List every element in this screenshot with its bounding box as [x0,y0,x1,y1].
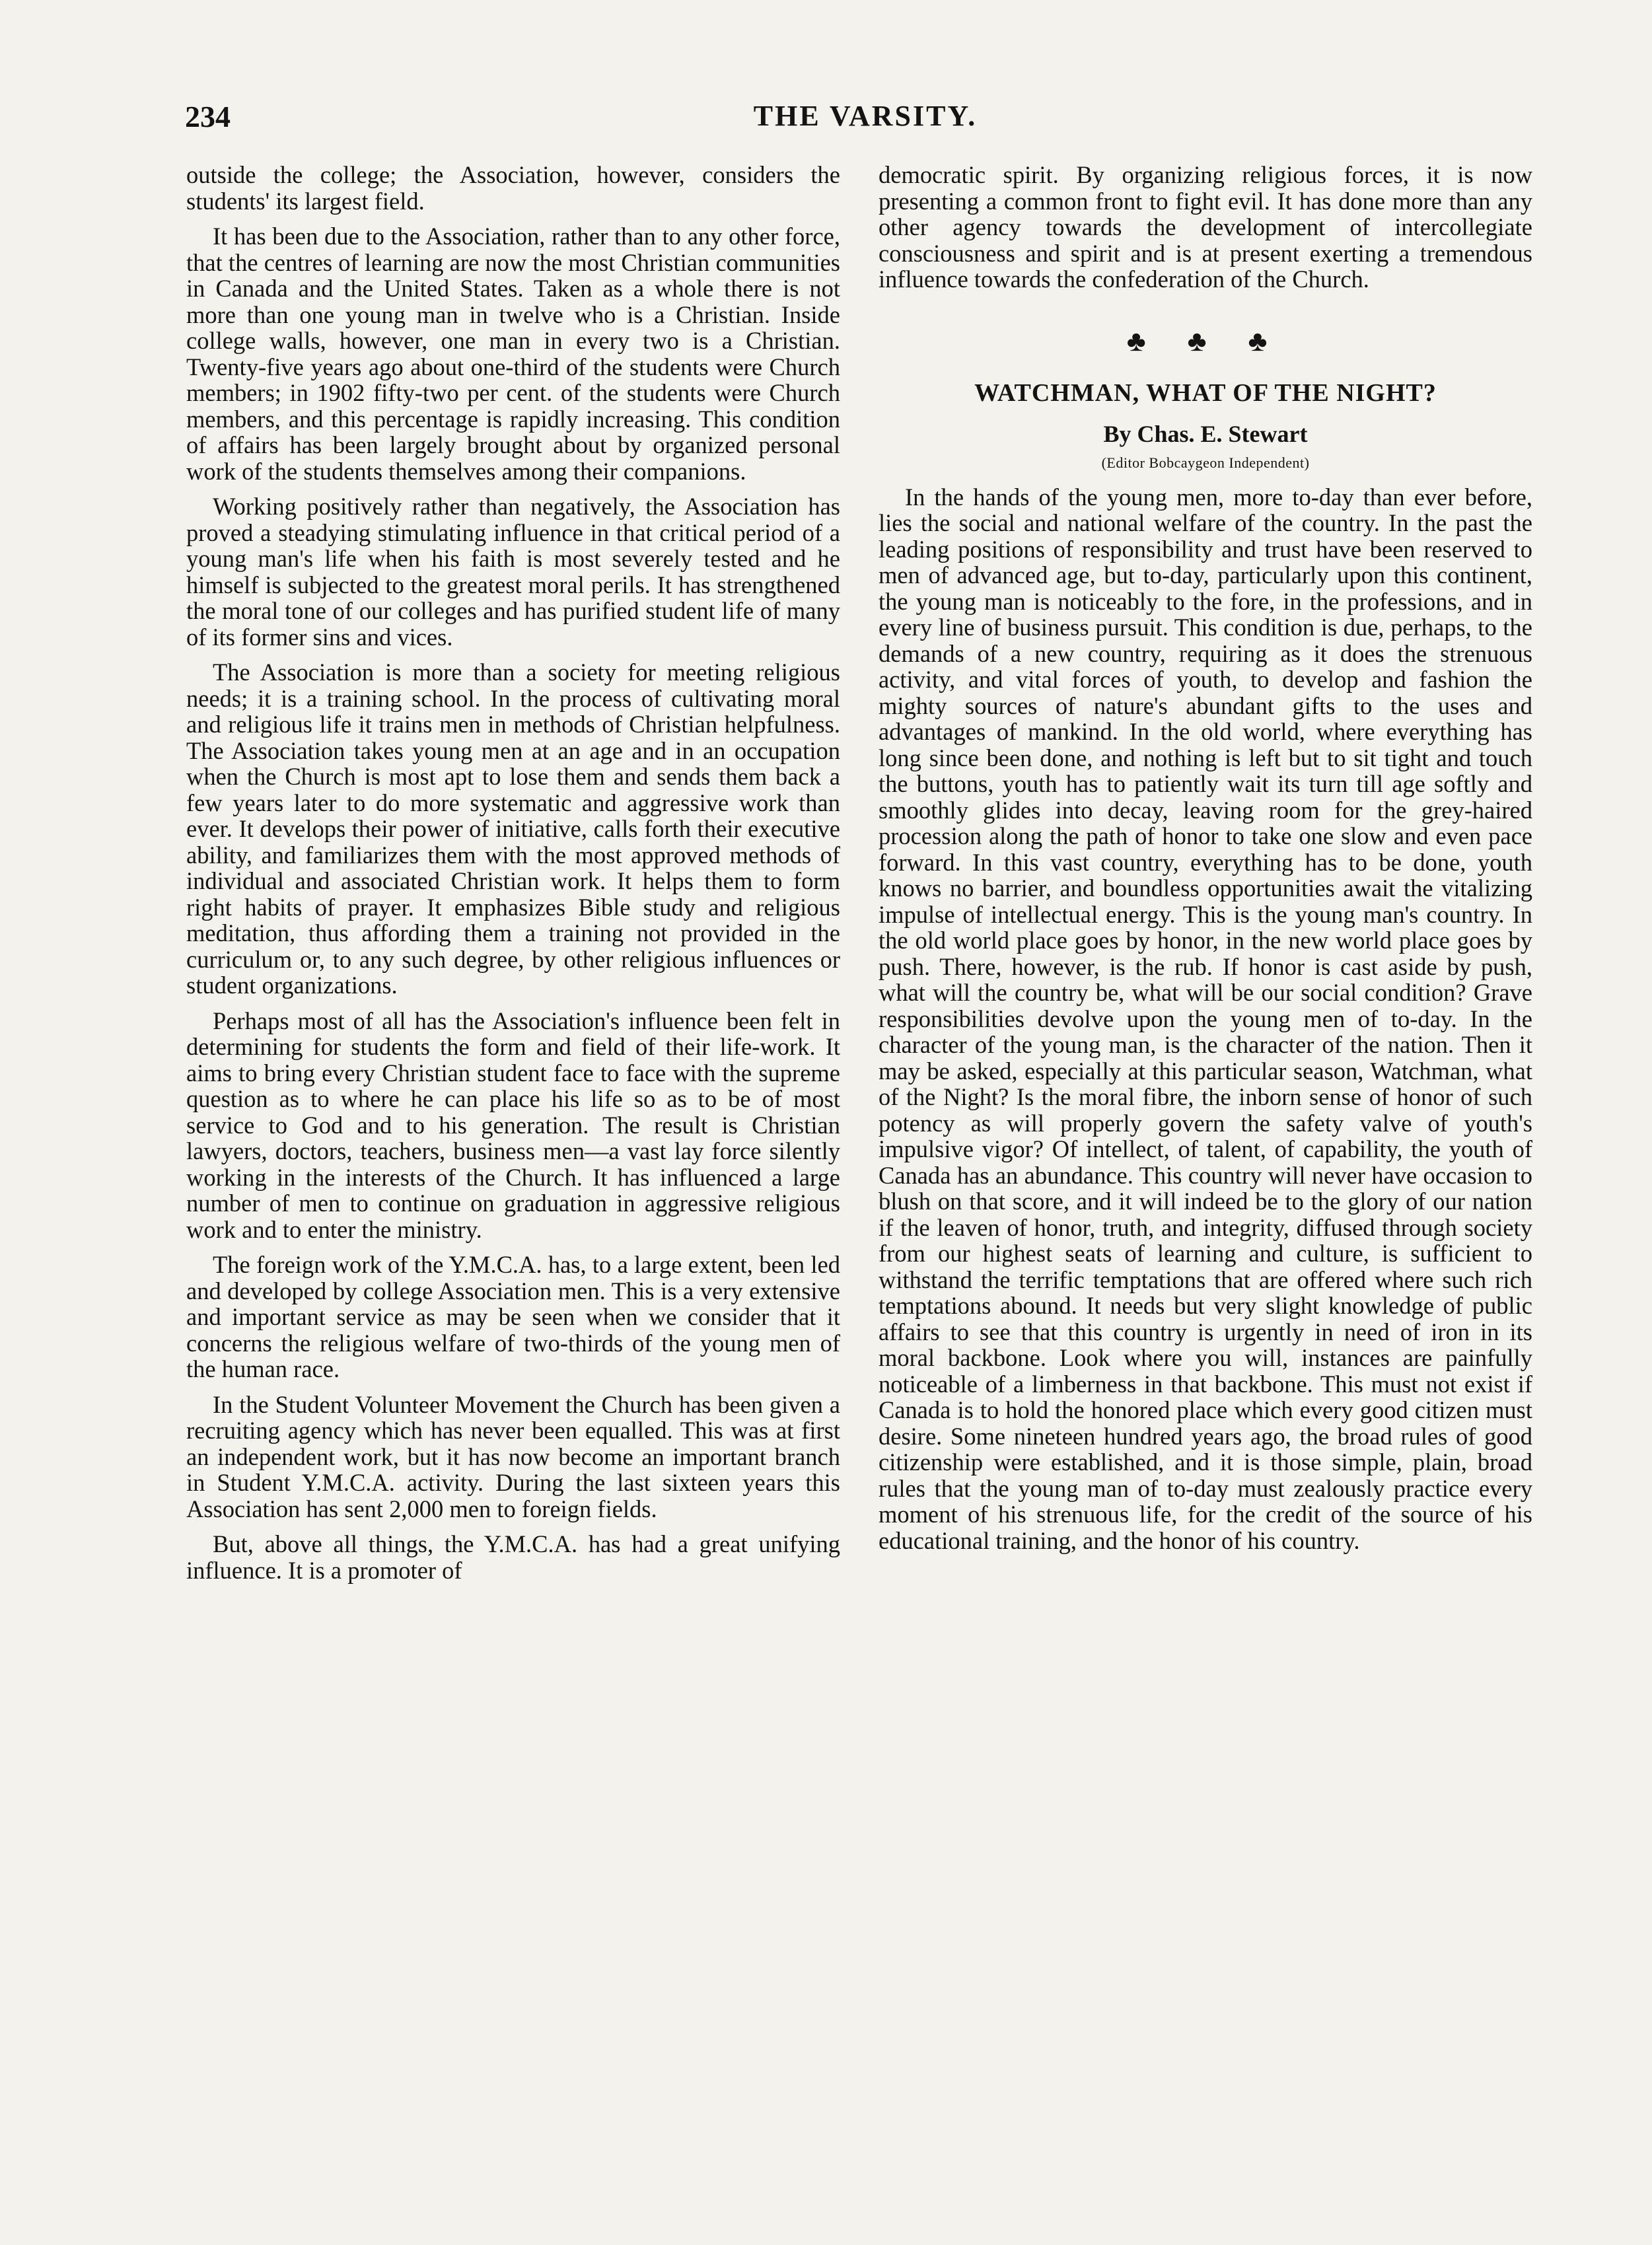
article-title: WATCHMAN, WHAT OF THE NIGHT? [974,379,1437,407]
left-paragraph-6: The foreign work of the Y.M.C.A. has, to a large extent, been led and developed by college Association men. This is a very extensive and important service as may be seen when we consider that it concerns the religious welfare of two-thirds of the young men of the human race. [186,1251,840,1382]
left-paragraph-3: Working positively rather than negatively, the Association has proved a steadying stimulating influence in that critical period of a young man's life when his faith is most severely tested and he himself is subjected to the greatest moral perils. It has strengthened the moral tone of our colleges and has purified student life of many of its former sins and vices. [186,493,840,651]
right-column [879,162,1532,1563]
left-paragraph-2: It has been due to the Association, rather than to any other force, that the centres of learning are now the most Christian communities in Canada and the United States. Taken as a whole there is not more than one young man in twelve who is a Christian. Inside college walls, however, one man in every two is a Christian. Twenty-five years ago about one-third of the students were Church members; in 1902 fifty-two per cent. of the students were Church members, and this percentage is rapidly increasing. This condition of affairs has been largely brought about by organized personal work of the students themselves among their companions. [186,223,840,485]
ornament-divider: ♣ ♣ ♣ [1126,324,1285,357]
left-paragraph-1: outside the college; the Association, however, considers the students' its largest field. [186,161,840,215]
left-paragraph-4: The Association is more than a society for meeting religious needs; it is a training school. In the process of cultivating moral and religious life it trains men in methods of Christian helpfulness. The Association takes young men at an age and in an occupation when the Church is most apt to lose them and sends them back a few years later to do more systematic and aggressive work than ever. It develops their power of initiative, calls forth their executive ability, and familiarizes them with the most approved methods of individual and associated Christian work. It helps them to form right habits of prayer. It emphasizes Bible study and religious meditation, thus affording them a training not provided in the curriculum or, to any such degree, by other religious influences or student organizations. [186,659,840,999]
left-column [186,162,840,1592]
page-header [185,99,1546,145]
left-paragraph-7: In the Student Volunteer Movement the Church has been given a recruiting agency which has never been equalled. This was at first an independent work, but it has now become an important branch in Student Y.M.C.A. activity. During the last sixteen years this Association has sent 2,000 men to foreign fields. [186,1390,840,1522]
article-byline: By Chas. E. Stewart [1103,420,1308,447]
article-body: In the hands of the young men, more to-day than ever before, lies the social and national welfare of the country. In the past the leading positions of responsibility and trust have been reserved to men of advanced age, but to-day, particularly upon this continent, the young man is noticeably to the fore, in the professions, and in every line of business pursuit. This condition is due, perhaps, to the demands of a new country, requiring as it does the strenuous activity, and vital forces of youth, to develop and fashion the mighty sources of nature's abundant gifts to the uses and advantages of mankind. In the old world, where everything has long since been done, and nothing is left but to sit tight and touch the buttons, youth has to patiently wait its turn till age softly and smoothly glides into decay, leaving room for the grey-haired procession along the path of honor to take one slow and even pace forward. In this vast country, everything has to be done, youth knows no barrier, and boundless opportunities await the vitalizing impulse of intellectual energy. This is the young man's country. In the old world place goes by honor, in the new world place goes by push. There, however, is the rub. If honor is cast aside by push, what will the country be, what will be our social condition? Grave responsibilities devolve upon the young men of to-day. In the character of the young man, is the character of the nation. Then it may be asked, especially at this particular season, Watchman, what of the Night? Is the moral fibre, the inborn sense of honor of such potency as will properly govern the safety valve of youth's impulsive vigor? Of intellect, of talent, of capability, the youth of Canada has an abundance. This country will never have occasion to blush on that score, and it will indeed be to the glory of our nation if the leaven of honor, truth, and integrity, diffused through society from our highest seats of learning and culture, is sufficient to withstand the terrific temptations that are offered where such rich temptations abound. It needs but very slight knowledge of public affairs to see that this country is urgently in need of iron in its moral backbone. Look where you will, instances are painfully noticeable of a limberness in that backbone. This must not exist if Canada is to hold the honored place which every good citizen must desire. Some nineteen hundred years ago, the broad rules of good citizenship were established, and it is those simple, plain, broad rules that the young man of to-day must zealously practice every moment of his strenuous life, for the credit of the source of his educational training, and the honor of his country. [879,483,1532,1554]
byline-note: (Editor Bobcaygeon Independent) [1101,454,1310,471]
continued-paragraph: democratic spirit. By organizing religious forces, it is now presenting a common front to fight evil. It has done more than any other agency towards the development of intercollegiate consciousness and spirit and is at present exerting a tremendous influence towards the confederation of the Church. [879,161,1532,293]
page-number: 234 [185,100,231,133]
left-paragraph-5: Perhaps most of all has the Association's influence been felt in determining for students the form and field of their life-work. It aims to bring every Christian student face to face with the supreme question as to where he can place his life so as to be of most service to God and to his generation. The result is Christian lawyers, doctors, teachers, business men—a vast lay force silently working in the interests of the Church. It has influenced a large number of men to continue on graduation in aggressive religious work and to enter the ministry. [186,1007,840,1243]
journal-title: THE VARSITY. [753,100,978,132]
left-paragraph-8: But, above all things, the Y.M.C.A. has had a great unifying influence. It is a promoter of [186,1530,840,1584]
